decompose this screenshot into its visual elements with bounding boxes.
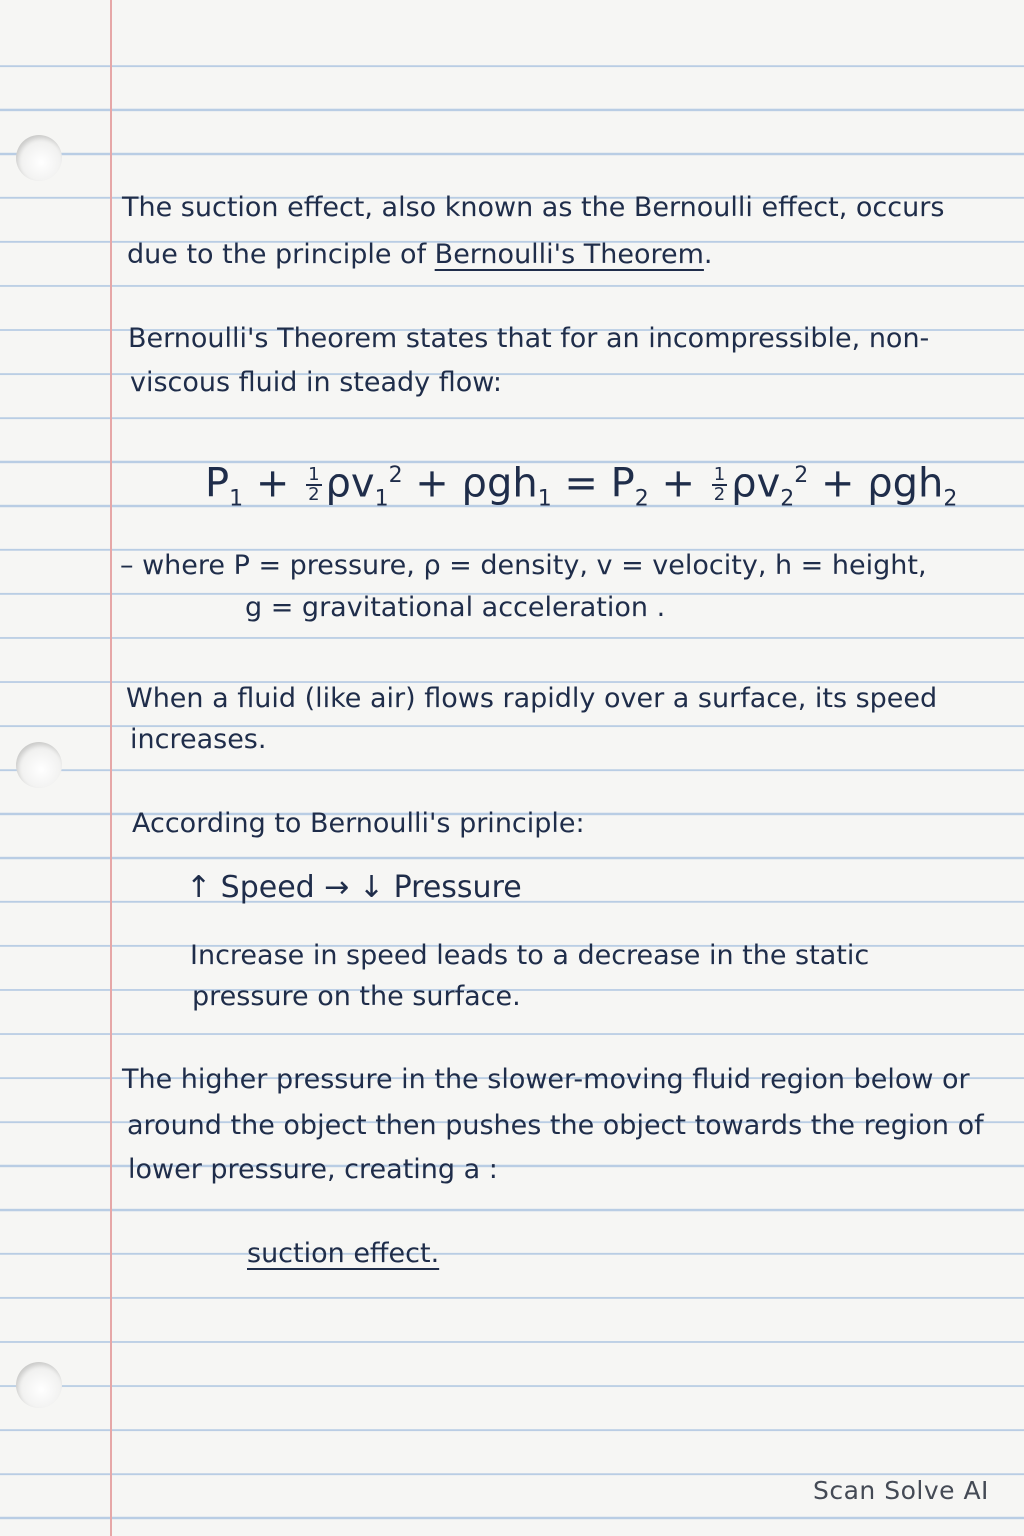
para3-line2: increases. bbox=[130, 724, 267, 755]
bernoulli-equation: $P_1$ + $\frac{1}{2}$ $\rho v_1^2 + \rho gh_1 = P_2$ + $\frac{1}{2}$ $\rho v_2^2 + \rho gh_2$ bbox=[205, 460, 958, 512]
punch-hole-bottom bbox=[16, 1362, 62, 1408]
watermark: Scan Solve AI bbox=[813, 1476, 989, 1505]
bernoulli-theorem-underlined: Bernoulli's Theorem bbox=[434, 239, 704, 270]
where-line2: g = gravitational acceleration . bbox=[245, 592, 666, 623]
where-line1: – where P = pressure, ρ = density, v = velocity, h = height, bbox=[120, 550, 927, 581]
margin-line bbox=[110, 0, 112, 1536]
para1-line2-suffix: . bbox=[703, 239, 713, 270]
formula-rho-g-h2: ρgh bbox=[867, 460, 944, 507]
para6-line3: lower pressure, creating a : bbox=[128, 1154, 498, 1185]
formula-rho-v1: ρv bbox=[325, 460, 375, 507]
punch-hole-middle bbox=[16, 742, 62, 788]
formula-p1-sub: 1 bbox=[229, 486, 244, 512]
para6-line2: around the object then pushes the object towards the region of bbox=[127, 1110, 984, 1141]
para4-line1: According to Bernoulli's principle: bbox=[132, 808, 585, 839]
formula-rho-g-h1: ρgh bbox=[461, 460, 538, 507]
para1-line2 bbox=[127, 232, 713, 277]
para5-line2: pressure on the surface. bbox=[192, 981, 521, 1012]
para2-line1: Bernoulli's Theorem states that for an incompressible, non- bbox=[128, 323, 930, 354]
formula-rho-v2: ρv bbox=[731, 460, 781, 507]
formula-p1: P bbox=[205, 460, 230, 507]
formula-half-fraction-2: $\frac{1}{2}$ bbox=[713, 464, 726, 506]
formula-equals: = bbox=[551, 460, 611, 507]
formula-plus: + bbox=[243, 460, 303, 507]
conclusion-suction-effect: suction effect. bbox=[247, 1238, 440, 1269]
para5-line1: Increase in speed leads to a decrease in the static bbox=[190, 940, 870, 971]
para1-line2-prefix: due to the principle of bbox=[127, 239, 435, 270]
formula-half-fraction: $\frac{1}{2}$ bbox=[308, 464, 320, 506]
formula-p2: P bbox=[610, 460, 635, 507]
para6-line1: The higher pressure in the slower-moving fluid region below or bbox=[122, 1064, 970, 1095]
para2-line2: viscous fluid in steady flow: bbox=[130, 367, 502, 398]
para3-line1: When a fluid (like air) flows rapidly over a surface, its speed bbox=[126, 683, 938, 714]
speed-pressure-relation: ↑ Speed → ↓ Pressure bbox=[186, 870, 522, 905]
punch-hole-top bbox=[16, 135, 62, 181]
para1-line1: The suction effect, also known as the Bernoulli effect, occurs bbox=[122, 192, 945, 223]
